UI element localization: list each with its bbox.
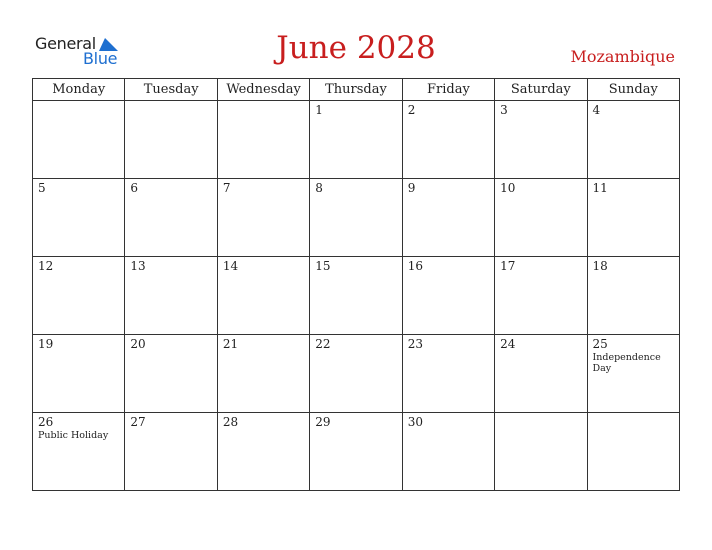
- day-number: 20: [130, 337, 146, 351]
- day-cell: [495, 413, 587, 491]
- weekday-header: Friday: [402, 79, 494, 101]
- day-cell: [587, 179, 679, 257]
- weekday-header: Wednesday: [217, 79, 309, 101]
- day-cell: [310, 257, 402, 335]
- day-number: 29: [315, 415, 331, 429]
- weekday-header: Monday: [33, 79, 125, 101]
- day-cell: [587, 101, 679, 179]
- day-number: 23: [407, 337, 423, 351]
- day-cell: [587, 335, 679, 413]
- day-number: 7: [222, 181, 231, 195]
- weekday-header: Sunday: [587, 79, 679, 101]
- day-number: [125, 101, 216, 103]
- day-number: 19: [38, 337, 54, 351]
- holiday-label: Public Holiday: [38, 430, 109, 441]
- day-number: 10: [500, 181, 516, 195]
- day-cell: [33, 413, 125, 491]
- day-number: 28: [222, 415, 239, 429]
- day-number: 3: [500, 103, 508, 117]
- day-cell: [495, 335, 587, 413]
- holiday-label: Independence Day: [592, 352, 661, 374]
- day-cell: [125, 179, 217, 257]
- day-number: 9: [407, 181, 416, 195]
- day-cell: [125, 335, 217, 413]
- day-cell: [125, 413, 217, 491]
- day-number: 11: [592, 181, 608, 195]
- day-number: 18: [592, 259, 608, 273]
- day-number: 22: [315, 337, 331, 351]
- day-cell: [402, 335, 494, 413]
- weekday-header: Thursday: [310, 79, 402, 101]
- day-cell: [125, 101, 217, 179]
- day-cell: [310, 179, 402, 257]
- day-cell: [402, 257, 494, 335]
- day-number: 21: [222, 337, 239, 351]
- day-cell: [587, 413, 679, 491]
- country-name: Mozambique: [570, 47, 675, 66]
- day-number: [588, 413, 679, 415]
- day-number: 8: [315, 181, 323, 195]
- day-cell: [310, 413, 402, 491]
- day-number: 17: [500, 259, 516, 273]
- weekday-header: Saturday: [495, 79, 587, 101]
- week-row: [33, 413, 680, 491]
- day-cell: [217, 335, 309, 413]
- day-number: [495, 413, 586, 415]
- day-cell: [402, 413, 494, 491]
- day-number: 16: [407, 259, 423, 273]
- day-cell: [402, 101, 494, 179]
- day-cell: [217, 179, 309, 257]
- logo-text-blue: Blue: [83, 49, 118, 68]
- calendar-grid: [32, 78, 680, 491]
- day-number: 13: [130, 259, 146, 273]
- week-row: [33, 335, 680, 413]
- day-cell: [217, 413, 309, 491]
- day-cell: [495, 101, 587, 179]
- day-number: 14: [222, 259, 239, 273]
- day-cell: [33, 335, 125, 413]
- day-number: 2: [407, 103, 416, 117]
- day-number: 27: [130, 415, 146, 429]
- day-cell: [125, 257, 217, 335]
- day-cell: [217, 257, 309, 335]
- day-cell: [587, 257, 679, 335]
- day-number: 12: [38, 259, 54, 273]
- day-cell: [495, 257, 587, 335]
- week-row: [33, 257, 680, 335]
- day-number: 25: [592, 337, 608, 351]
- weekday-header: Tuesday: [125, 79, 217, 101]
- day-number: 1: [315, 103, 323, 117]
- day-number: [218, 101, 309, 103]
- day-number: 26: [38, 415, 54, 429]
- day-cell: [310, 101, 402, 179]
- week-row: [33, 101, 680, 179]
- week-row: [33, 179, 680, 257]
- day-number: [33, 101, 124, 103]
- day-number: 24: [500, 337, 516, 351]
- day-number: 5: [38, 181, 46, 195]
- day-number: 15: [315, 259, 331, 273]
- day-cell: [402, 179, 494, 257]
- day-cell: [310, 335, 402, 413]
- day-number: 30: [407, 415, 423, 429]
- day-number: 6: [130, 181, 139, 195]
- day-number: 4: [592, 103, 601, 117]
- calendar-title: June 2028: [276, 30, 436, 66]
- day-cell: [495, 179, 587, 257]
- day-cell: [33, 257, 125, 335]
- day-cell: [217, 101, 309, 179]
- logo-text-general: General: [35, 34, 96, 53]
- weekday-header-row: [33, 79, 680, 101]
- day-cell: [33, 179, 125, 257]
- day-cell: [33, 101, 125, 179]
